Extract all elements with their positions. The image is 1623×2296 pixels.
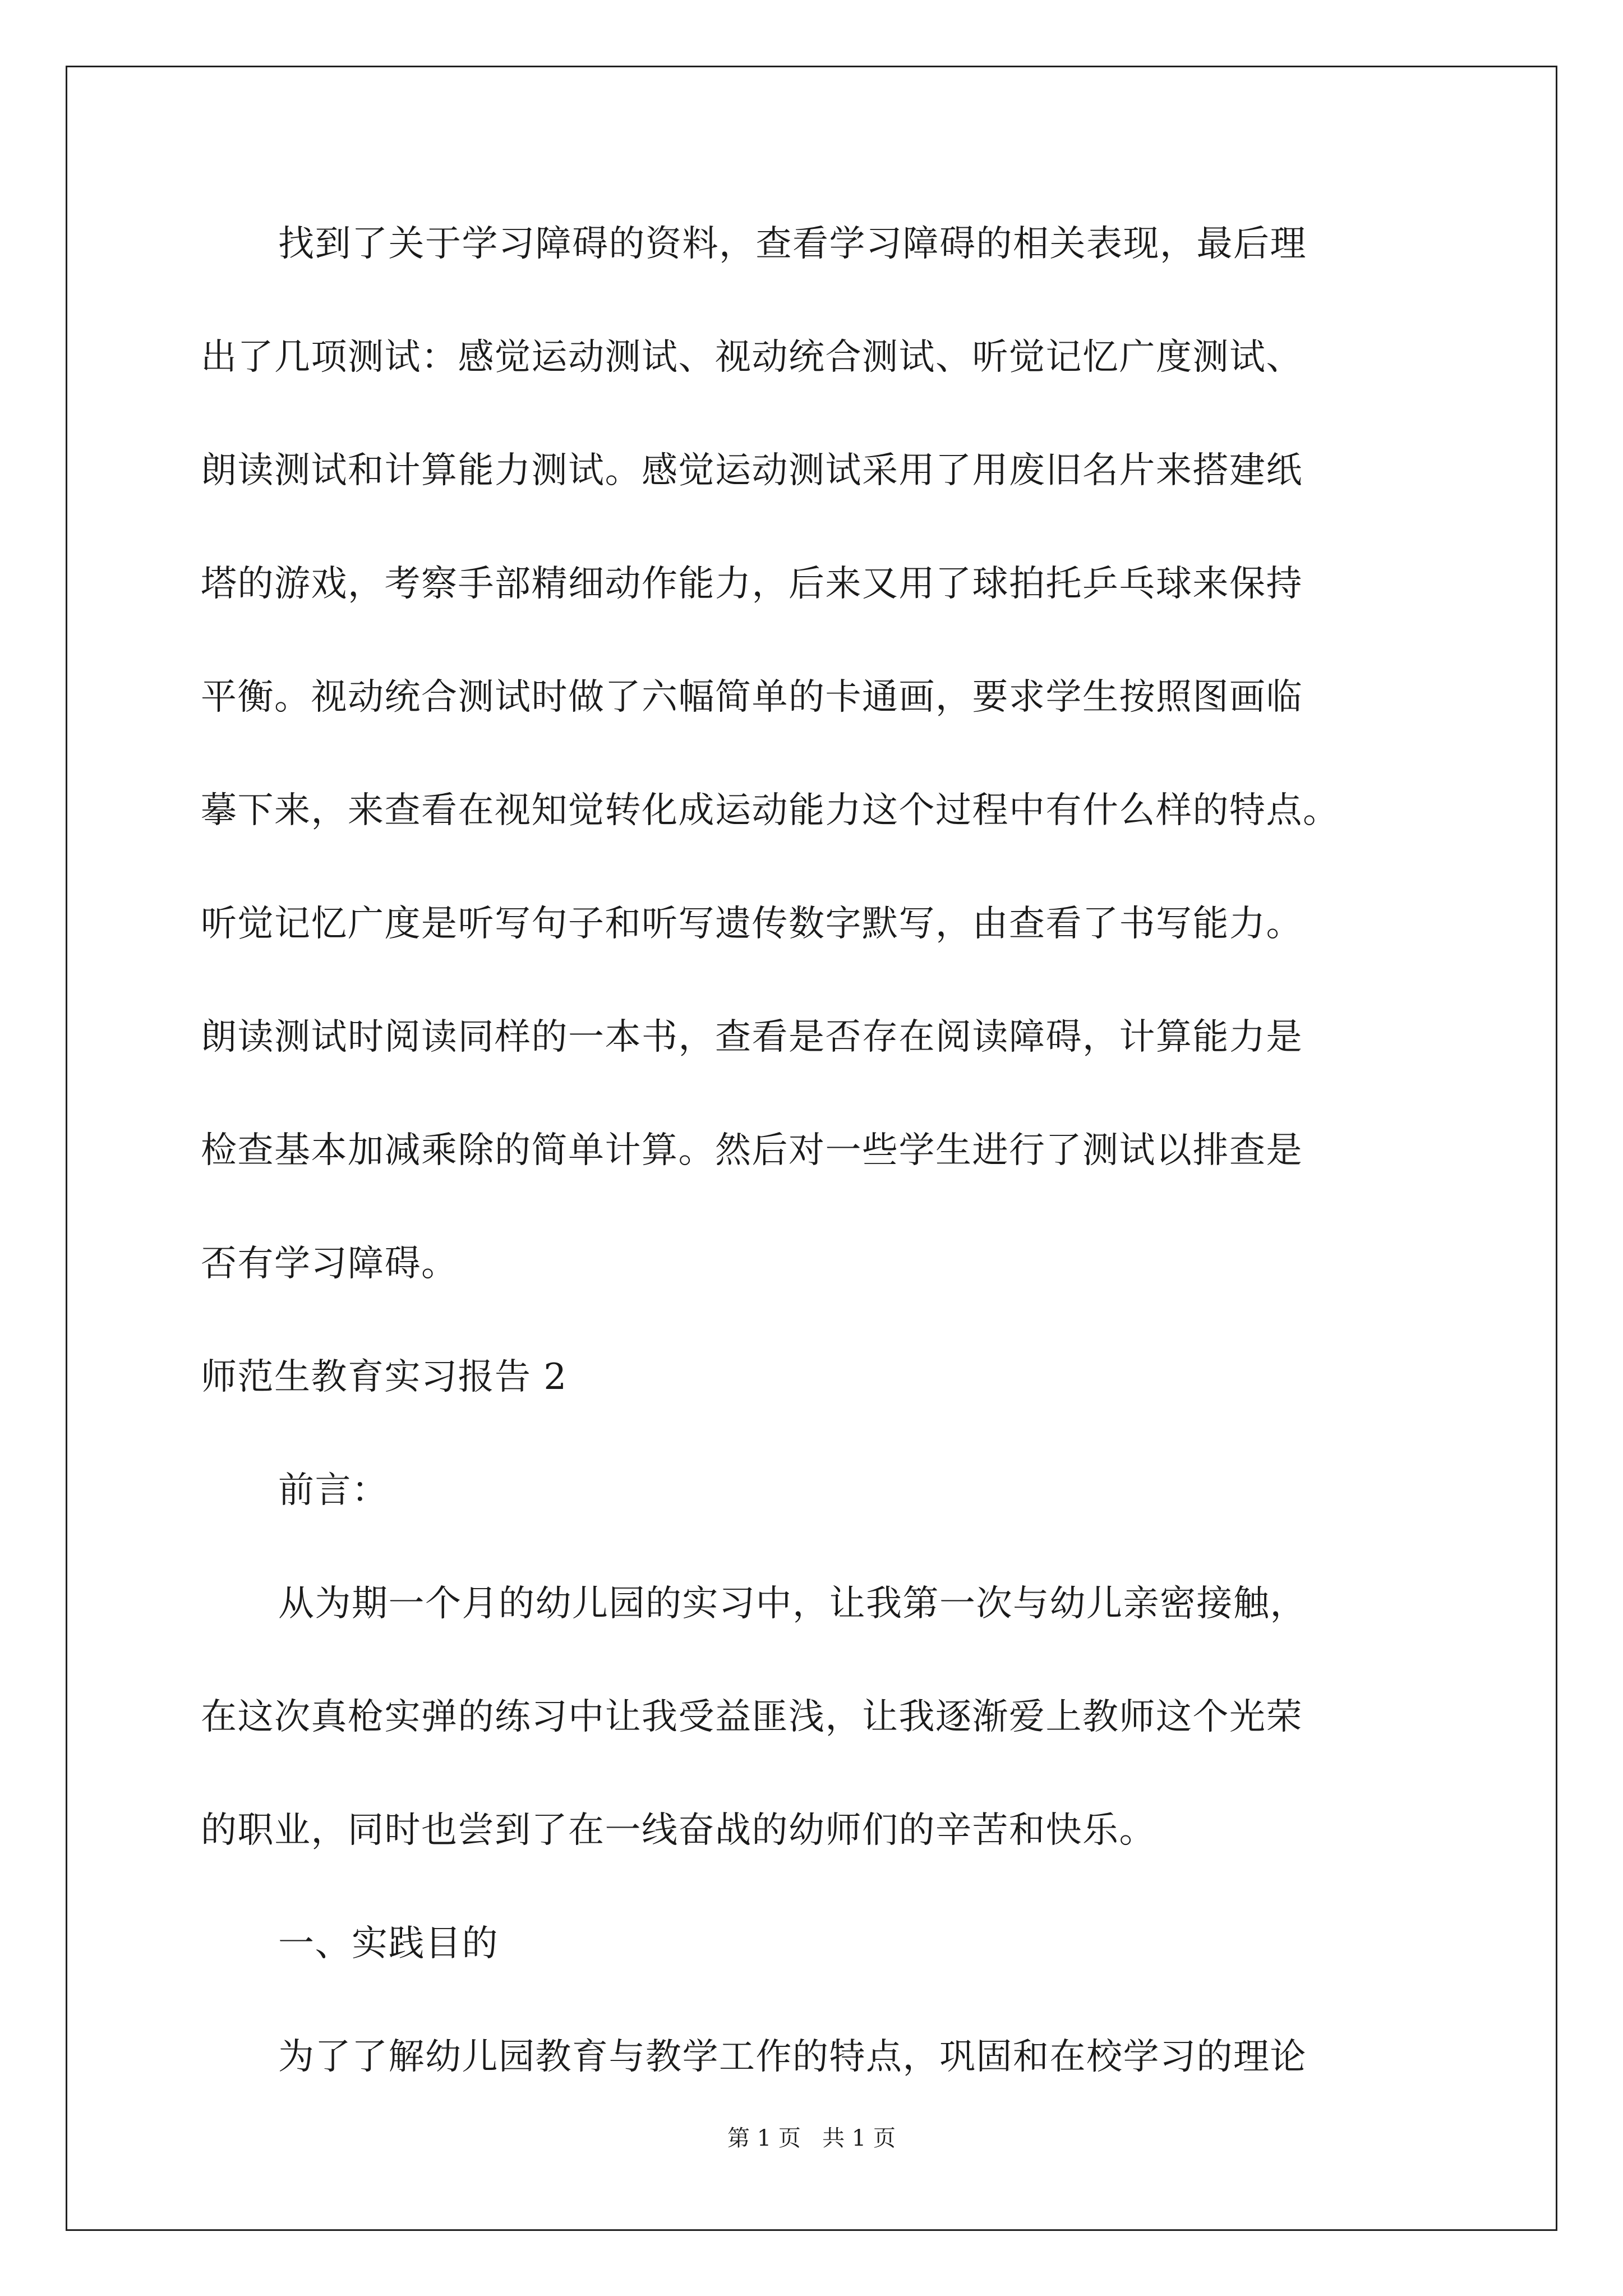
paragraph-line: 找到了关于学习障碍的资料，查看学习障碍的相关表现，最后理: [278, 223, 1307, 265]
section-heading: 一、实践目的: [278, 1923, 499, 1964]
paragraph-line: 检查基本加减乘除的简单计算。然后对一些学生进行了测试以排查是: [201, 1130, 1303, 1171]
preface-label: 前言：: [278, 1470, 389, 1511]
paragraph-line: 在这次真枪实弹的练习中让我受益匪浅，让我逐渐爱上教师这个光荣: [201, 1696, 1303, 1738]
paragraph-line: 的职业，同时也尝到了在一线奋战的幼师们的辛苦和快乐。: [201, 1810, 1156, 1851]
paragraph-line: 塔的游戏，考察手部精细动作能力，后来又用了球拍托乒乓球来保持: [201, 563, 1303, 605]
paragraph-line: 平衡。视动统合测试时做了六幅简单的卡通画，要求学生按照图画临: [201, 677, 1303, 718]
paragraph-line: 听觉记忆广度是听写句子和听写遗传数字默写，由查看了书写能力。: [201, 903, 1303, 945]
page-footer: 第 1 页 共 1 页: [727, 2125, 896, 2151]
paragraph-line: 从为期一个月的幼儿园的实习中，让我第一次与幼儿亲密接触，: [278, 1583, 1307, 1625]
paragraph-line: 否有学习障碍。: [201, 1243, 458, 1285]
paragraph-line: 摹下来，来查看在视知觉转化成运动能力这个过程中有什么样的特点。: [201, 790, 1340, 831]
section-title: 师范生教育实习报告 2: [201, 1356, 568, 1398]
paragraph-line: 为了了解幼儿园教育与教学工作的特点，巩固和在校学习的理论: [278, 2036, 1307, 2078]
paragraph-line: 朗读测试时阅读同样的一本书，查看是否存在阅读障碍，计算能力是: [201, 1016, 1303, 1058]
paragraph-line: 朗读测试和计算能力测试。感觉运动测试采用了用废旧名片来搭建纸: [201, 450, 1303, 491]
paragraph-line: 出了几项测试：感觉运动测试、视动统合测试、听觉记忆广度测试、: [201, 337, 1303, 378]
